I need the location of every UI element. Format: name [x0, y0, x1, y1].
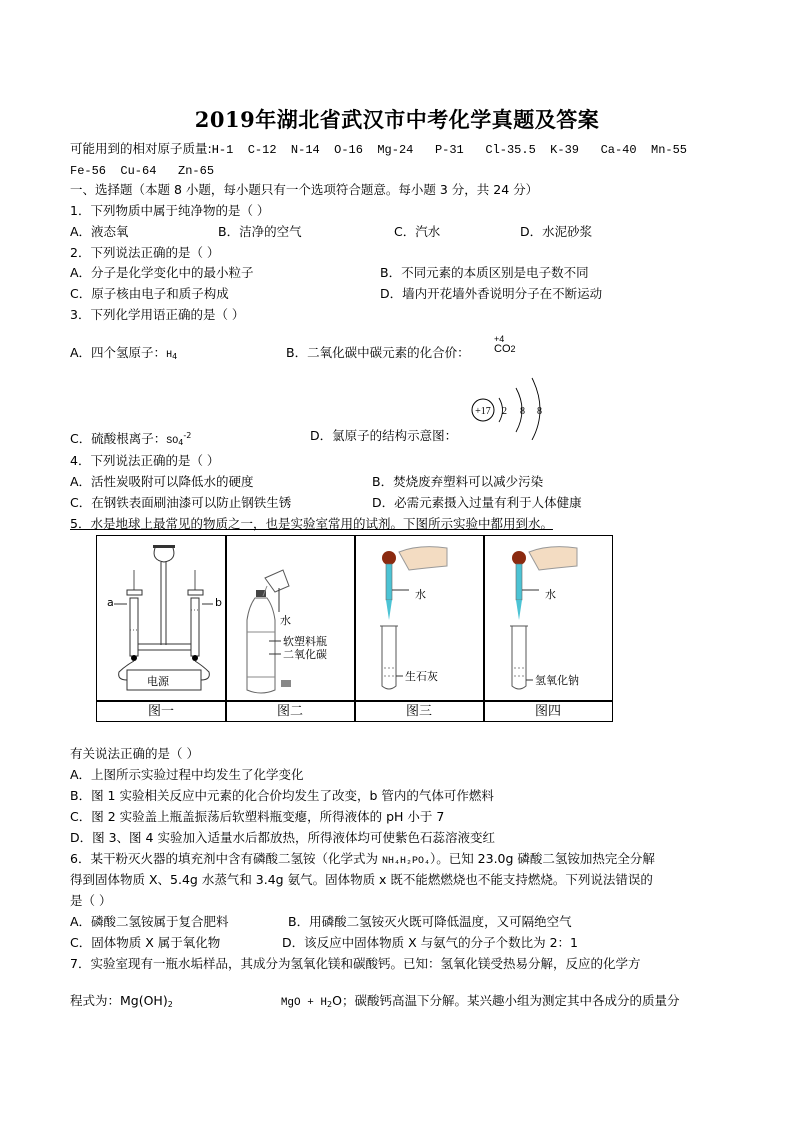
q2-option-c[interactable]: C．原子核由电子和质子构成 [70, 286, 229, 301]
tube-a-label: a [107, 596, 114, 609]
question-7-stem-line1: 7．实验室现有一瓶水垢样品，其成分为氢氧化镁和碳酸钙。已知：氢氧化镁受热易分解，反应的化学方 [70, 956, 641, 971]
question-6-stem-line1: 6．某干粉灭火器的填充剂中含有磷酸二氢铵（化学式为 NH₄H₂PO₄）。已知 23.0g 磷酸二氢铵加热完全分解 [70, 851, 655, 867]
q1-option-b[interactable]: B．洁净的空气 [218, 224, 302, 239]
co2-valence: +4 [494, 334, 505, 344]
q4-option-a[interactable]: A．活性炭吸附可以降低水的硬度 [70, 474, 254, 489]
power-source-label: 电源 [147, 675, 169, 688]
q3-option-c[interactable]: C．硫酸根离子：$SO_4^{-2}$ [70, 431, 192, 447]
question-3-stem: 3．下列化学用语正确的是（ ） [70, 307, 245, 322]
q4-option-b[interactable]: B．焚烧废弃塑料可以减少污染 [372, 474, 544, 489]
atomic-masses-label: 可能用到的相对原子质量: [70, 141, 212, 156]
q3-option-b[interactable]: B．二氧化碳中碳元素的化合价： [286, 345, 470, 360]
figure-2-caption: 图二 [276, 704, 303, 719]
q3-option-a[interactable]: A．四个氢原子：$H_4$ [70, 345, 178, 361]
q1-option-d[interactable]: D．水泥砂浆 [520, 224, 593, 239]
formula-nh4h2po4: NH₄H₂PO₄ [381, 856, 430, 867]
plastic-bottle-label: 软塑料瓶 [283, 635, 327, 648]
q2-option-b[interactable]: B．不同元素的本质区别是电子数不同 [380, 265, 589, 280]
nucleus-label: +17 [475, 406, 491, 417]
q5-option-d[interactable]: D．图 3、图 4 实验加入适量水后都放热，所得液体均可使紫色石蕊溶液变红 [70, 830, 495, 845]
water-label-fig4: 水 [545, 588, 556, 601]
question-4-stem: 4．下列说法正确的是（ ） [70, 453, 220, 468]
figure-3-caption: 图三 [405, 704, 432, 719]
question-7-stem-line2: 程式为：$Mg(OH)_2$ MgO + $H_2O$；碳酸钙高温下分解。某兴趣小组为测定其中各成分的质量分 [70, 993, 680, 1009]
q1-option-a[interactable]: A．液态氧 [70, 224, 129, 239]
q6-option-d[interactable]: D．该反应中固体物质 X 与氨气的分子个数比为 2：1 [282, 935, 579, 950]
tube-b-label: b [215, 596, 222, 609]
quicklime-label: 生石灰 [405, 670, 438, 683]
question-6-stem-line3: 是（ ） [70, 893, 112, 908]
q2-option-d[interactable]: D．墙内开花墙外香说明分子在不断运动 [380, 286, 603, 301]
svg-text:2: 2 [502, 406, 507, 417]
carbon-dioxide-label: 二氧化碳 [283, 648, 327, 661]
atomic-masses-line2: Fe-56 Cu-64 Zn-65 [70, 164, 215, 178]
svg-text:8: 8 [537, 406, 542, 417]
question-2-stem: 2．下列说法正确的是（ ） [70, 245, 220, 260]
chlorine-atom-diagram-icon [468, 370, 558, 440]
atomic-masses-line1 [70, 141, 687, 158]
plastic-bottle-icon [233, 540, 351, 696]
question-1-stem: 1．下列物质中属于纯净物的是（ ） [70, 203, 270, 218]
page-title: 2019年湖北省武汉市中考化学真题及答案 [194, 107, 600, 132]
figure-4-caption: 图四 [534, 704, 561, 719]
q6-option-a[interactable]: A．磷酸二氢铵属于复合肥料 [70, 914, 229, 929]
water-label-fig2: 水 [280, 614, 291, 627]
q5-option-b[interactable]: B．图 1 实验相关反应中元素的化合价均发生了改变，b 管内的气体可作燃料 [70, 788, 494, 803]
experiment-figure-table [96, 535, 613, 722]
q4-option-d[interactable]: D．必需元素摄入过量有利于人体健康 [372, 495, 582, 510]
water-label-fig3: 水 [415, 588, 426, 601]
formula-h4: H [166, 350, 173, 361]
q5-option-a[interactable]: A．上图所示实验过程中均发生了化学变化 [70, 767, 304, 782]
svg-text:8: 8 [520, 406, 525, 417]
sodium-hydroxide-label: 氢氧化钠 [535, 674, 579, 687]
question-5-stem: 5．水是地球上最常见的物质之一，也是实验室常用的试剂。下图所示实验中都用到水。 [70, 516, 553, 531]
atomic-masses-values: H-1 C-12 N-14 O-16 Mg-24 P-31 Cl-35.5 K-39 Ca-40 Mn-55 [211, 143, 687, 157]
q6-option-c[interactable]: C．固体物质 X 属于氧化物 [70, 935, 221, 950]
q1-option-c[interactable]: C．汽水 [394, 224, 441, 239]
question-6-stem-line2: 得到固体物质 X、5.4g 水蒸气和 3.4g 氨气。固体物质 x 既不能燃燃烧也不能支持燃烧。下列说法错误的 [70, 872, 653, 887]
q2-option-a[interactable]: A．分子是化学变化中的最小粒子 [70, 265, 254, 280]
section-heading: 一、选择题（本题 8 小题，每小题只有一个选项符合题意。每小题 3 分，共 24 分） [70, 182, 539, 197]
q5-option-c[interactable]: C．图 2 实验盖上瓶盖振荡后软塑料瓶变瘪，所得液体的 pH 小于 7 [70, 809, 445, 824]
q3-option-d[interactable]: D．氯原子的结构示意图： [310, 428, 458, 443]
question-5-prompt: 有关说法正确的是（ ） [70, 746, 199, 761]
q6-option-b[interactable]: B．用磷酸二氢铵灭火既可降低温度，又可隔绝空气 [288, 914, 572, 929]
figure-1-caption: 图一 [147, 704, 174, 719]
co2-formula: CO2 [494, 343, 516, 355]
q4-option-c[interactable]: C．在钢铁表面刷油漆可以防止钢铁生锈 [70, 495, 292, 510]
